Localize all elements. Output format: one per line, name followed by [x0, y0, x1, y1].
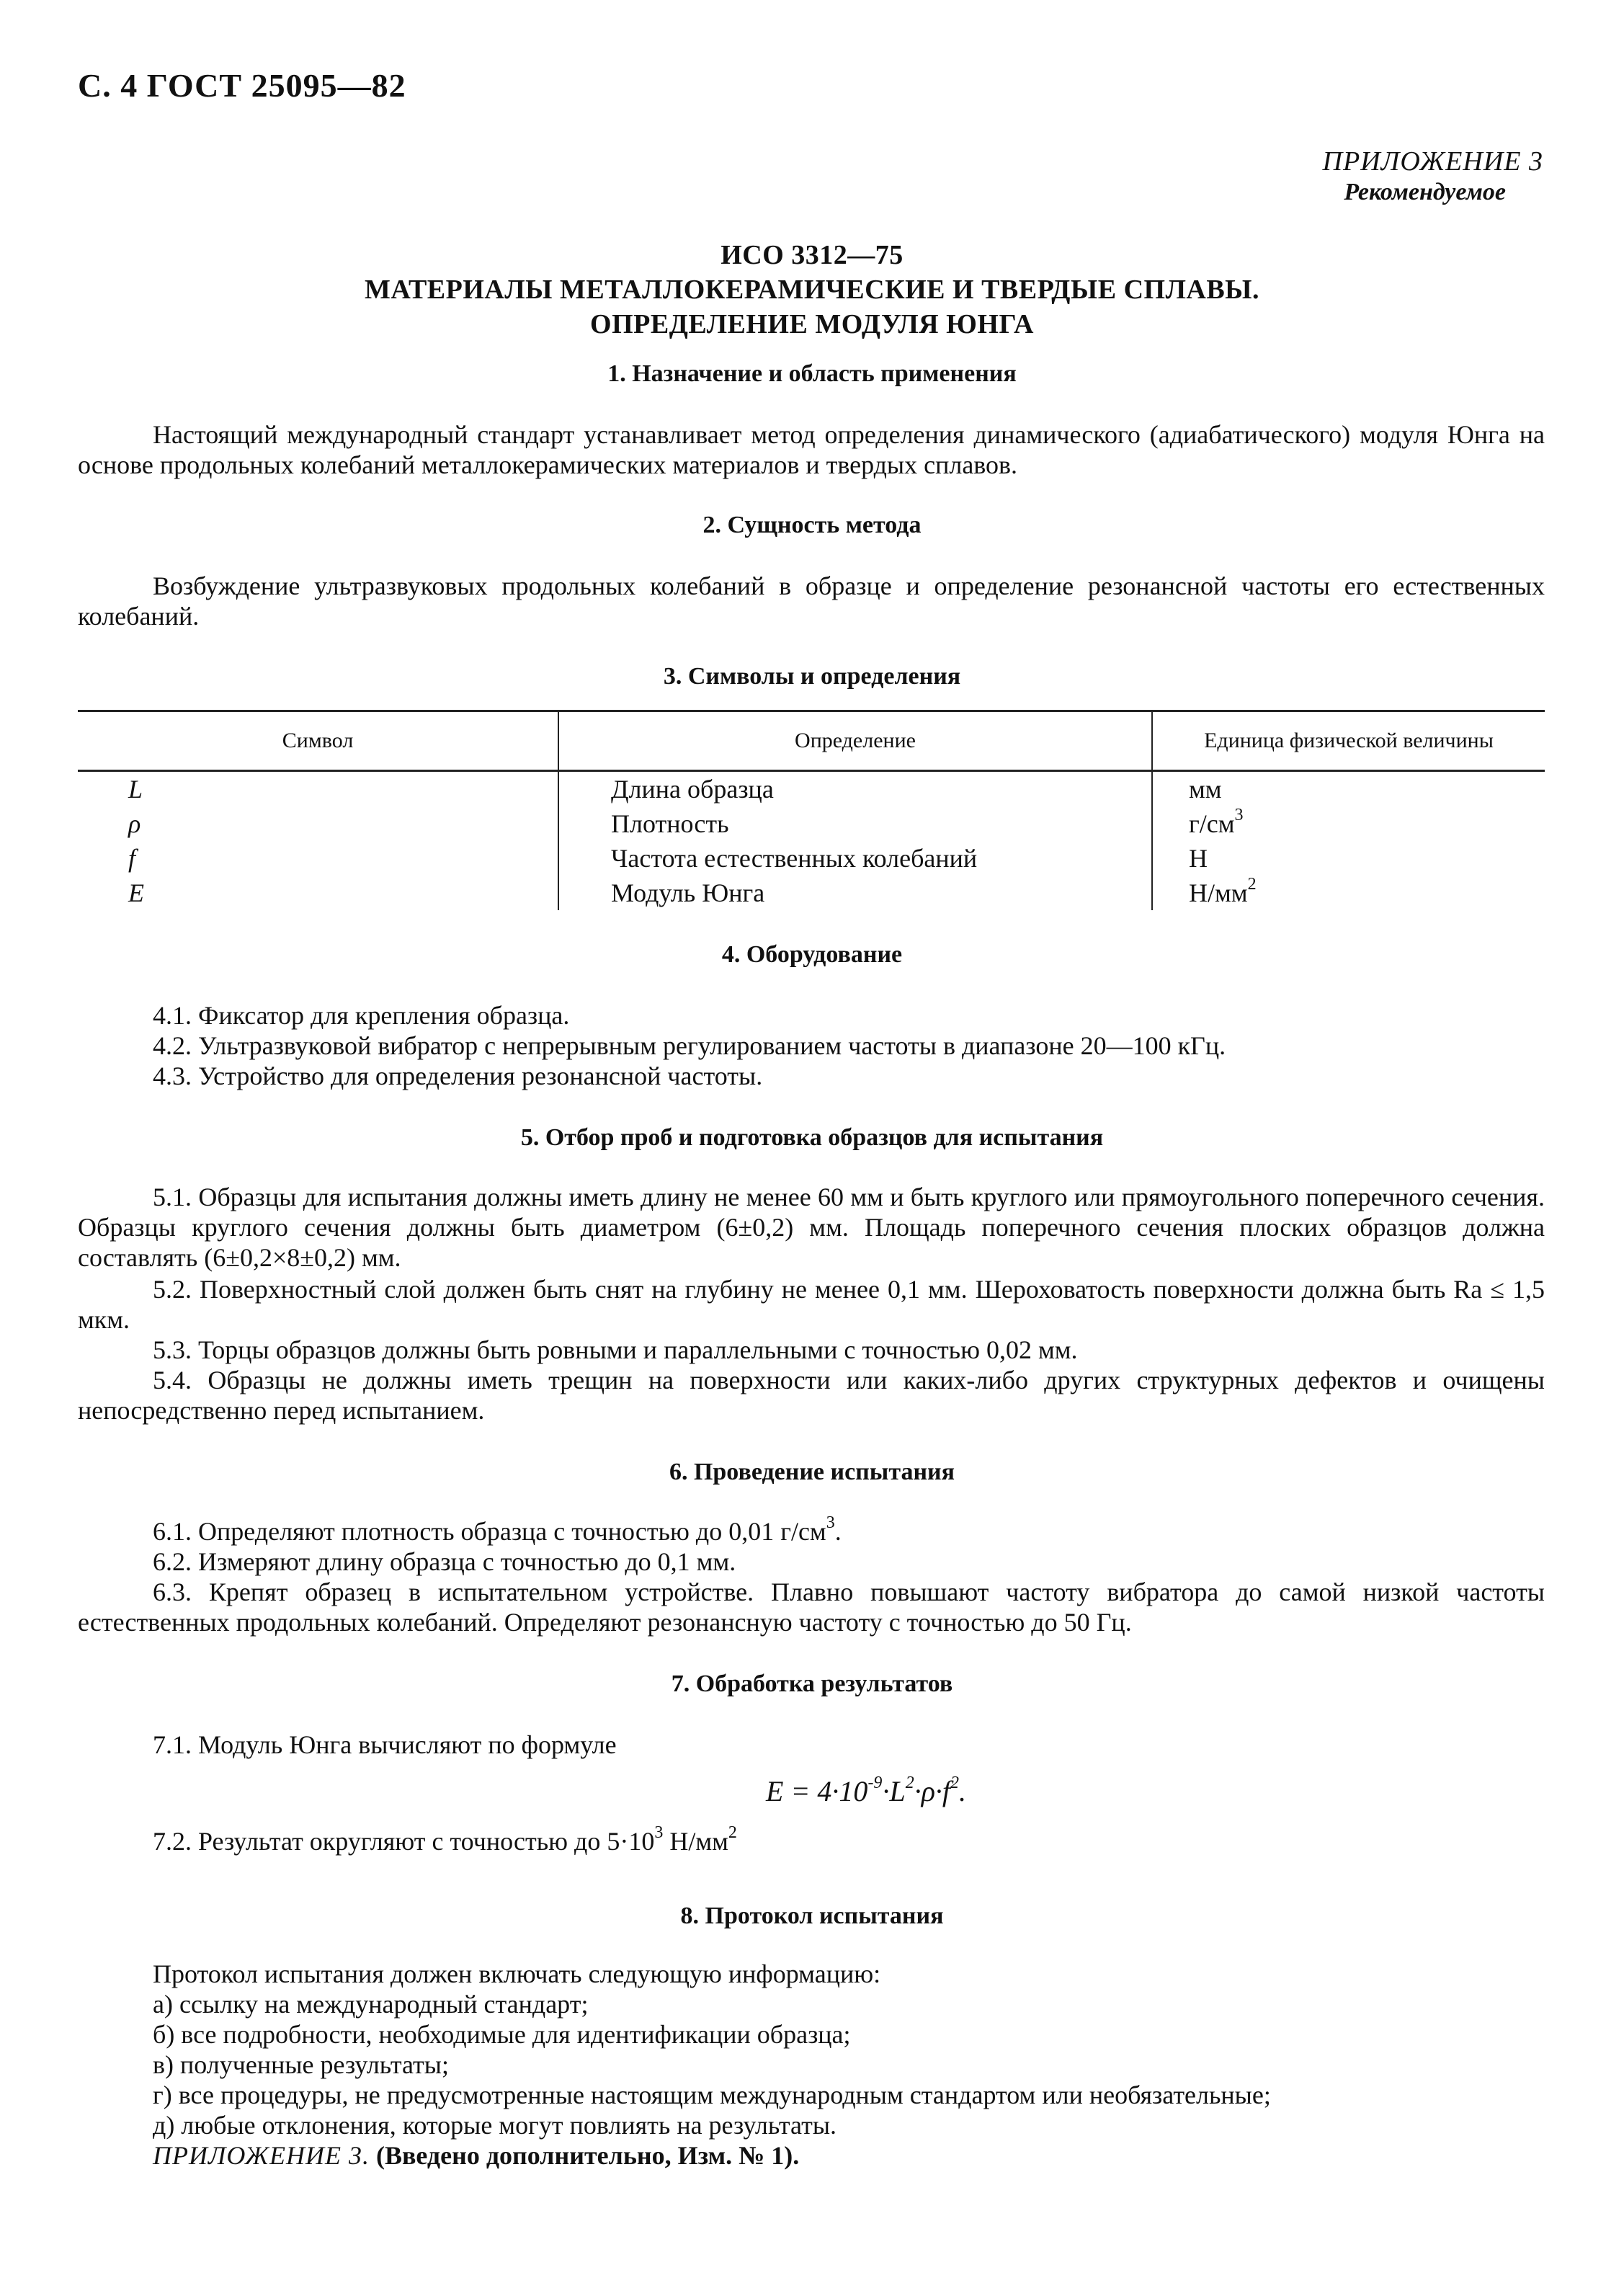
paragraph-7-1: 7.1. Модуль Юнга вычисляют по формуле	[153, 1730, 617, 1759]
paragraph-6-2: 6.2. Измеряют длину образца с точностью до 0,1 мм.	[153, 1547, 736, 1576]
page-header: С. 4 ГОСТ 25095—82	[78, 67, 406, 104]
list-item: 4.1. Фиксатор для крепления образца.	[153, 1001, 570, 1030]
section-2-text: Возбуждение ультразвуковых продольных колебаний в образце и определение резонансной частоты его естественных колебаний.	[78, 571, 1545, 631]
list-item: б) все подробности, необходимые для идентификации образца;	[153, 2020, 851, 2049]
col-definition-header: Определение	[558, 711, 1152, 771]
paragraph-5-3: 5.3. Торцы образцов должны быть ровными и параллельными с точностью 0,02 мм.	[153, 1335, 1078, 1364]
amendment-note	[153, 2140, 799, 2171]
paragraph-7-2: 7.2. Результат округляют с точностью до $5\cdot 10^3$ $Н/мм^2$	[153, 1823, 737, 1856]
definition-cell: Частота естественных колебаний	[558, 841, 1152, 876]
col-symbol-header: Символ	[78, 711, 558, 771]
definition-cell: Длина образца	[558, 771, 1152, 807]
appendix-number: ПРИЛОЖЕНИЕ 3	[1322, 146, 1543, 177]
section-1-heading: 1. Назначение и область применения	[607, 360, 1017, 387]
paragraph-6-3: 6.3. Крепят образец в испытательном устройстве. Плавно повышают частоту вибратора до самой низкой частоты естественных продольных колебаний. Определяют резонансную частоту с точностью до 50 Гц.	[78, 1578, 1545, 1637]
paragraph-5-4: 5.4. Образцы не должны иметь трещин на поверхности или каких-либо других структурных дефектов и очищены непосредственно перед испытанием.	[78, 1366, 1545, 1425]
list-item: 4.3. Устройство для определения резонансной частоты.	[153, 1062, 763, 1090]
amendment-text: (Введено дополнительно, Изм. № 1).	[375, 2141, 800, 2170]
table-row	[78, 806, 1545, 841]
definition-cell: Модуль Юнга	[558, 876, 1152, 910]
appendix-label	[1323, 146, 1543, 206]
list-item: г) все процедуры, не предусмотренные настоящим международным стандартом или необязательные;	[153, 2081, 1271, 2109]
section-5-heading: 5. Отбор проб и подготовка образцов для испытания	[520, 1124, 1104, 1151]
section-7-heading: 7. Обработка результатов	[671, 1670, 953, 1697]
title-standard-number: ИСО 3312—75	[720, 240, 904, 270]
symbol-cell: L	[128, 775, 143, 804]
list-item: а) ссылку на международный стандарт;	[153, 1990, 589, 2019]
paragraph-5-1: 5.1. Образцы для испытания должны иметь длину не менее 60 мм и быть круглого или прямоугольного поперечного сечения. Образцы круглого сечения должны быть диаметром (6±0,2) мм. Площадь поперечного сечения плоских образцов должна составлять (6±0,2×8±0,2) мм.	[78, 1183, 1545, 1272]
table-row	[78, 841, 1545, 876]
list-item: 4.2. Ультразвуковой вибратор с непрерывным регулированием частоты в диапазоне 20—100 кГц.	[153, 1031, 1226, 1060]
youngs-modulus-formula: $E = 4\cdot 10^{-9}\cdot L^2\cdot\rho\cdot f^2$.	[766, 1773, 966, 1807]
table-header-row	[78, 711, 1545, 771]
symbol-cell: f	[128, 844, 136, 873]
table-row	[78, 876, 1545, 910]
section-3-heading: 3. Символы и определения	[663, 663, 961, 690]
list-item: д) любые отклонения, которые могут повлиять на результаты.	[153, 2111, 837, 2140]
document-title	[0, 238, 1624, 342]
protocol-intro: Протокол испытания должен включать следующую информацию:	[153, 1959, 881, 1988]
col-unit-header: Единица физической величины	[1152, 711, 1545, 771]
section-8-heading: 8. Протокол испытания	[680, 1903, 944, 1929]
list-item: в) полученные результаты;	[153, 2050, 449, 2079]
title-line-1: МАТЕРИАЛЫ МЕТАЛЛОКЕРАМИЧЕСКИЕ И ТВЕРДЫЕ СПЛАВЫ.	[364, 275, 1259, 305]
unit-cell: $г/см^3$	[1152, 806, 1545, 841]
symbols-table	[78, 710, 1545, 910]
unit-cell: $Н/мм^2$	[1152, 876, 1545, 910]
section-6-heading: 6. Проведение испытания	[669, 1459, 955, 1485]
section-1-text: Настоящий международный стандарт устанавливает метод определения динамического (адиабатического) модуля Юнга на основе продольных колебаний металлокерамических материалов и твердых сплавов.	[78, 420, 1545, 479]
table-row	[78, 771, 1545, 807]
section-2-heading: 2. Сущность метода	[702, 512, 922, 538]
symbol-cell: ρ	[128, 809, 141, 838]
paragraph-5-2: 5.2. Поверхностный слой должен быть снят на глубину не менее 0,1 мм. Шероховатость поверхности должна быть Ra ≤ 1,5 мкм.	[78, 1275, 1545, 1334]
definition-cell: Плотность	[558, 806, 1152, 841]
amendment-label: ПРИЛОЖЕНИЕ 3.	[153, 2141, 370, 2170]
unit-cell: мм	[1152, 771, 1545, 807]
unit-cell: Н	[1152, 841, 1545, 876]
symbol-cell: E	[128, 878, 144, 907]
section-4-heading: 4. Оборудование	[721, 941, 903, 968]
title-line-2: ОПРЕДЕЛЕНИЕ МОДУЛЯ ЮНГА	[590, 309, 1034, 339]
appendix-type: Рекомендуемое	[1344, 179, 1506, 205]
paragraph-6-1: 6.1. Определяют плотность образца с точностью до 0,01 $г/см^3$.	[153, 1513, 842, 1546]
